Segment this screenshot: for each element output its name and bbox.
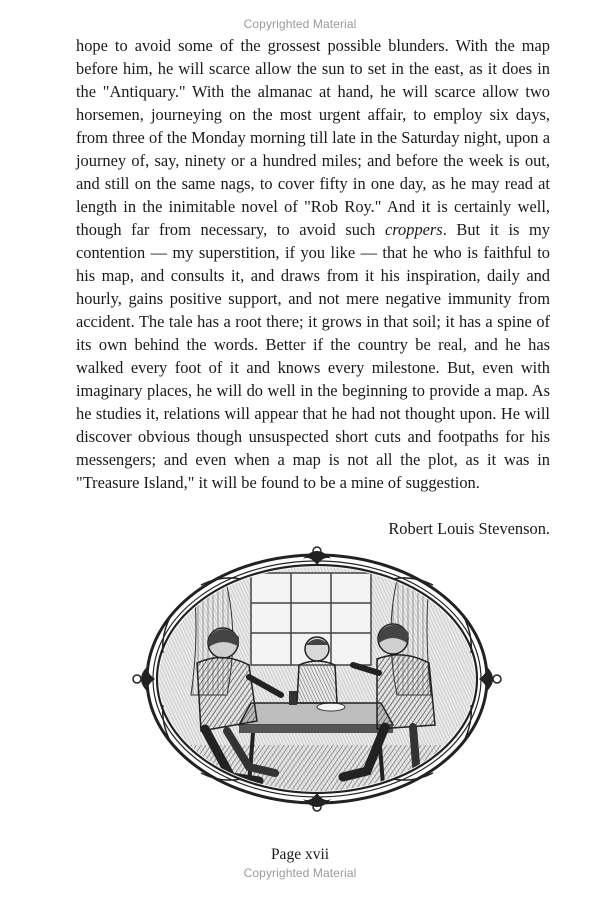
body-paragraph	[76, 34, 550, 494]
paragraph-italic-word: croppers	[385, 220, 443, 239]
copyright-watermark-top: Copyrighted Material	[243, 17, 357, 31]
paragraph-text-part-1: hope to avoid some of the grossest possible blunders. With the map before him, he will scarce allow the sun to set in the east, as it does in the "Antiquary." With the almanac at hand, he will scarce allow two horsemen, journeying on the most urgent affair, to employ six days, from three of the Monday morning till late in the Saturday night, upon a journey of, say, ninety or a hundred miles; and before the week is out, and still on the same nags, to cover fifty in one day, as he may read at length in the inimitable novel of "Rob Roy." And it is certainly well, though far from necessary, to avoid such	[76, 36, 550, 239]
author-signature: Robert Louis Stevenson.	[388, 519, 550, 538]
vignette-illustration	[131, 545, 503, 813]
copyright-watermark-bottom: Copyrighted Material	[243, 866, 357, 880]
engraved-scene	[131, 545, 503, 813]
paragraph-text-part-2: . But it is my contention — my superstition, if you like — that he who is faithful to his map, and consults it, and draws from it his inspiration, daily and hourly, gains positive support, and not mere negative immunity from accident. The tale has a root there; it grows in that soil; it has a spine of its own behind the words. Better if the country be real, and he has walked every foot of it and knows every milestone. But, even with imaginary places, he will do well in the beginning to provide a map. As he studies it, relations will appear that he had not thought upon. He will discover obvious though unsuspected short cuts and footpaths for his messengers; and even when a map is not all the plot, as it was in "Treasure Island," it will be found to be a mine of suggestion.	[76, 220, 551, 492]
page-number: Page xvii	[270, 846, 330, 863]
